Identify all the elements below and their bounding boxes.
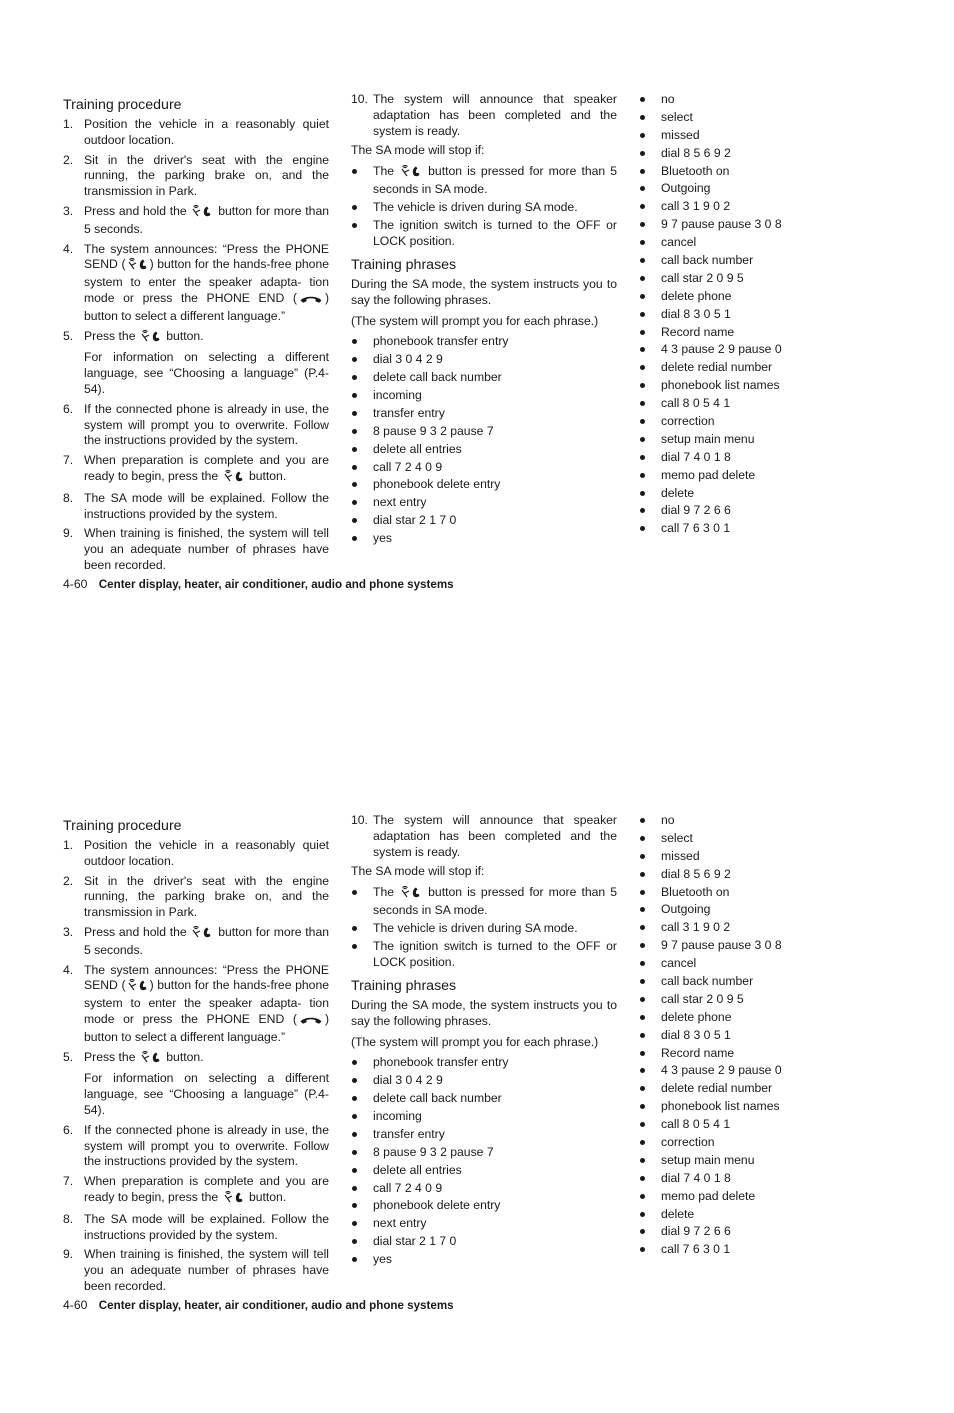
phrase-item: dial 7 4 0 1 8 [639, 1171, 809, 1187]
bullet-icon [640, 1015, 645, 1020]
bullet-icon [640, 97, 645, 102]
bullet-icon [640, 854, 645, 859]
phrase-item: delete [639, 486, 809, 502]
phrase-item: phonebook delete entry [351, 477, 617, 493]
bullet-icon [640, 133, 645, 138]
bullet-icon [640, 419, 645, 424]
bullet-icon [352, 375, 357, 380]
bullet-icon [352, 393, 357, 398]
phrase-item: delete redial number [639, 360, 809, 376]
phrase-item: dial 9 7 2 6 6 [639, 1224, 809, 1240]
bullet-icon [640, 473, 645, 478]
step: 10. The system will announce that speaker adaptation has been completed and the system is ready. [351, 813, 617, 859]
sa-stop-list [351, 164, 617, 250]
step: 5. Press the button. For information on selecting a different language, see “Choosing a language” (P.4- 54). [63, 1049, 329, 1117]
list-item: The button is pressed for more than 5 seconds in SA mode. [351, 885, 617, 919]
bullet-icon [352, 926, 357, 931]
phone-end-icon [299, 293, 323, 309]
phrase-list-b [639, 813, 809, 1258]
manual-page-top [0, 92, 954, 692]
bullet-icon [352, 890, 357, 895]
bullet-icon [352, 1132, 357, 1137]
phrase-item: dial 3 0 4 2 9 [351, 352, 617, 368]
phone-send-icon [192, 926, 212, 943]
sa-stop-list [351, 885, 617, 971]
bullet-icon [640, 1176, 645, 1181]
phrase-item: missed [639, 849, 809, 865]
phone-send-icon [224, 1191, 244, 1208]
phrase-list-a [351, 1055, 617, 1268]
phrase-item: call 7 2 4 0 9 [351, 460, 617, 476]
bullet-icon [640, 907, 645, 912]
step: 1. Position the vehicle in a reasonably quiet outdoor location. [63, 117, 329, 147]
phrase-item: no [639, 92, 809, 108]
bullet-icon [640, 330, 645, 335]
bullet-icon [352, 1114, 357, 1119]
phrase-item: call 7 6 3 0 1 [639, 521, 809, 537]
bullet-icon [640, 890, 645, 895]
bullet-icon [640, 186, 645, 191]
phrase-item: Record name [639, 1046, 809, 1062]
step: 3. Press and hold the button for more than 5 seconds. [63, 924, 329, 957]
phrase-item: dial star 2 1 7 0 [351, 1234, 617, 1250]
bullet-icon [640, 1122, 645, 1127]
bullet-icon [640, 437, 645, 442]
procedure-steps [63, 117, 329, 574]
phrase-item: cancel [639, 235, 809, 251]
phrase-item: call 3 1 9 0 2 [639, 199, 809, 215]
bullet-icon [352, 1186, 357, 1191]
phrase-item: next entry [351, 495, 617, 511]
bullet-icon [352, 500, 357, 505]
phone-send-icon [224, 470, 244, 487]
bullet-icon [640, 383, 645, 388]
bullet-icon [640, 276, 645, 281]
bullet-icon [352, 169, 357, 174]
phrase-item: missed [639, 128, 809, 144]
phrase-item: select [639, 831, 809, 847]
phrase-item: call 8 0 5 4 1 [639, 1117, 809, 1133]
bullet-icon [640, 1140, 645, 1145]
bullet-icon [640, 151, 645, 156]
step: 9. When training is finished, the system will tell you an adequate number of phrases have been recorded. [63, 1247, 329, 1293]
bullet-icon [352, 1257, 357, 1262]
training-phrases-intro: During the SA mode, the system instructs you to say the following phrases. [351, 997, 617, 1028]
bullet-icon [352, 223, 357, 228]
phrase-item: incoming [351, 388, 617, 404]
bullet-icon [640, 222, 645, 227]
phrase-item: delete call back number [351, 370, 617, 386]
bullet-icon [352, 429, 357, 434]
bullet-icon [352, 518, 357, 523]
bullet-icon [352, 1096, 357, 1101]
column-left [63, 813, 329, 1299]
sa-stop-intro: The SA mode will stop if: [351, 864, 485, 879]
bullet-icon [640, 1086, 645, 1091]
phrase-item: correction [639, 1135, 809, 1151]
phrase-item: phonebook list names [639, 378, 809, 394]
phrase-item: 4 3 pause 2 9 pause 0 [639, 342, 809, 358]
bullet-icon [352, 1150, 357, 1155]
step: 3. Press and hold the button for more than 5 seconds. [63, 203, 329, 236]
phrase-item: delete call back number [351, 1091, 617, 1107]
phrase-item: phonebook list names [639, 1099, 809, 1115]
bullet-icon [352, 205, 357, 210]
phrase-item: delete all entries [351, 442, 617, 458]
phrase-item: memo pad delete [639, 1189, 809, 1205]
phrase-item: 8 pause 9 3 2 pause 7 [351, 1145, 617, 1161]
bullet-icon [352, 1221, 357, 1226]
phrase-item: dial 7 4 0 1 8 [639, 450, 809, 466]
phrase-item: setup main menu [639, 1153, 809, 1169]
bullet-icon [640, 943, 645, 948]
phrase-item: incoming [351, 1109, 617, 1125]
bullet-icon [640, 836, 645, 841]
phone-send-icon [141, 1051, 161, 1068]
phrase-item: call back number [639, 974, 809, 990]
phrase-item: correction [639, 414, 809, 430]
phrase-item: Outgoing [639, 902, 809, 918]
sa-stop-intro: The SA mode will stop if: [351, 143, 485, 158]
phrase-item: 4 3 pause 2 9 pause 0 [639, 1063, 809, 1079]
bullet-icon [352, 1078, 357, 1083]
procedure-steps-continued [351, 92, 617, 139]
phone-end-icon [299, 1014, 323, 1030]
phrase-item: call 7 6 3 0 1 [639, 1242, 809, 1258]
bullet-icon [640, 1104, 645, 1109]
bullet-icon [640, 312, 645, 317]
phrase-item: Outgoing [639, 181, 809, 197]
bullet-icon [640, 365, 645, 370]
page-footer [63, 1298, 454, 1312]
bullet-icon [352, 536, 357, 541]
bullet-icon [640, 169, 645, 174]
page-footer [63, 577, 454, 591]
step: 2. Sit in the driver's seat with the engine running, the parking brake on, and the transmission in Park. [63, 873, 329, 920]
bullet-icon [352, 1203, 357, 1208]
phrase-item: 9 7 pause pause 3 0 8 [639, 938, 809, 954]
phrase-item: yes [351, 1252, 617, 1268]
bullet-icon [640, 115, 645, 120]
step: 7. When preparation is complete and you are ready to begin, press the button. [63, 453, 329, 487]
phrase-item: call star 2 0 9 5 [639, 271, 809, 287]
bullet-icon [640, 401, 645, 406]
step: 8. The SA mode will be explained. Follow the instructions provided by the system. [63, 490, 329, 521]
training-phrases-heading: Training phrases [351, 256, 457, 273]
bullet-icon [640, 1194, 645, 1199]
bullet-icon [640, 997, 645, 1002]
training-procedure-heading: Training procedure [63, 818, 182, 834]
phrase-item: phonebook delete entry [351, 1198, 617, 1214]
bullet-icon [352, 1168, 357, 1173]
phone-send-icon [141, 330, 161, 347]
bullet-icon [640, 1033, 645, 1038]
page-number: 4-60 [63, 1298, 88, 1312]
phrase-item: dial star 2 1 7 0 [351, 513, 617, 529]
step: 4. The system announces: “Press the PHONE SEND ( ) button for the hands-free phone system to enter the speaker adapta- tion mode or press the PHONE END ( ) button to select a different language.” [63, 241, 329, 323]
page-number: 4-60 [63, 577, 88, 591]
phrase-item: transfer entry [351, 406, 617, 422]
training-phrases-intro: During the SA mode, the system instructs you to say the following phrases. [351, 276, 617, 307]
phrase-item: 9 7 pause pause 3 0 8 [639, 217, 809, 233]
phrase-item: call 8 0 5 4 1 [639, 396, 809, 412]
bullet-icon [640, 1247, 645, 1252]
phrase-item: call 7 2 4 0 9 [351, 1181, 617, 1197]
phone-send-icon [192, 205, 212, 222]
bullet-icon [640, 491, 645, 496]
bullet-icon [640, 240, 645, 245]
training-phrases-heading: Training phrases [351, 977, 457, 994]
phrase-item: dial 8 5 6 9 2 [639, 867, 809, 883]
bullet-icon [352, 465, 357, 470]
column-left [63, 92, 329, 578]
bullet-icon [640, 1051, 645, 1056]
phrase-item: call back number [639, 253, 809, 269]
bullet-icon [640, 204, 645, 209]
step: 5. Press the button. For information on selecting a different language, see “Choosing a language” (P.4- 54). [63, 328, 329, 396]
bullet-icon [640, 979, 645, 984]
bullet-icon [640, 1229, 645, 1234]
phrase-item: next entry [351, 1216, 617, 1232]
bullet-icon [352, 447, 357, 452]
phrase-item: select [639, 110, 809, 126]
manual-page-bottom [0, 813, 954, 1413]
bullet-icon [640, 455, 645, 460]
phrase-list-a [351, 334, 617, 547]
phrase-item: yes [351, 531, 617, 547]
training-procedure-heading: Training procedure [63, 97, 182, 113]
bullet-icon [352, 944, 357, 949]
bullet-icon [352, 1239, 357, 1244]
phrase-list-b [639, 92, 809, 537]
phrase-item: Record name [639, 325, 809, 341]
phone-send-icon [401, 165, 421, 182]
phrase-item: delete all entries [351, 1163, 617, 1179]
phrase-item: no [639, 813, 809, 829]
bullet-icon [640, 925, 645, 930]
phrase-item: dial 8 5 6 9 2 [639, 146, 809, 162]
phrase-item: memo pad delete [639, 468, 809, 484]
phrase-item: phonebook transfer entry [351, 1055, 617, 1071]
step: 1. Position the vehicle in a reasonably quiet outdoor location. [63, 838, 329, 868]
column-middle [351, 813, 617, 1270]
phrase-item: dial 3 0 4 2 9 [351, 1073, 617, 1089]
bullet-icon [352, 339, 357, 344]
bullet-icon [352, 1060, 357, 1065]
step: 6. If the connected phone is already in use, the system will prompt you to overwrite. Follow the instructions provided by the system. [63, 1122, 329, 1169]
bullet-icon [640, 294, 645, 299]
bullet-icon [352, 357, 357, 362]
column-right [639, 813, 809, 1260]
bullet-icon [640, 818, 645, 823]
step: 9. When training is finished, the system will tell you an adequate number of phrases have been recorded. [63, 526, 329, 572]
phone-send-icon [128, 979, 148, 996]
section-title: Center display, heater, air conditioner, audio and phone systems [98, 1299, 454, 1312]
step: 10. The system will announce that speaker adaptation has been completed and the system is ready. [351, 92, 617, 138]
column-right [639, 92, 809, 539]
step: 2. Sit in the driver's seat with the engine running, the parking brake on, and the transmission in Park. [63, 152, 329, 199]
phrase-item: setup main menu [639, 432, 809, 448]
phrase-item: cancel [639, 956, 809, 972]
phrase-item: delete [639, 1207, 809, 1223]
bullet-icon [640, 961, 645, 966]
bullet-icon [352, 411, 357, 416]
phone-send-icon [128, 258, 148, 275]
phrase-item: 8 pause 9 3 2 pause 7 [351, 424, 617, 440]
phrase-item: call star 2 0 9 5 [639, 992, 809, 1008]
bullet-icon [640, 872, 645, 877]
phrase-item: Bluetooth on [639, 885, 809, 901]
bullet-icon [640, 1212, 645, 1217]
phrase-item: delete phone [639, 1010, 809, 1026]
phone-send-icon [401, 886, 421, 903]
phrase-item: dial 8 3 0 5 1 [639, 1028, 809, 1044]
bullet-icon [640, 508, 645, 513]
procedure-steps-continued [351, 813, 617, 860]
step: 6. If the connected phone is already in use, the system will prompt you to overwrite. Follow the instructions provided by the system. [63, 401, 329, 448]
phrase-item: dial 8 3 0 5 1 [639, 307, 809, 323]
column-middle [351, 92, 617, 549]
list-item: The ignition switch is turned to the OFF or LOCK position. [351, 218, 617, 250]
list-item: The ignition switch is turned to the OFF or LOCK position. [351, 939, 617, 971]
phrase-item: transfer entry [351, 1127, 617, 1143]
phrase-item: delete redial number [639, 1081, 809, 1097]
bullet-icon [640, 526, 645, 531]
phrase-item: dial 9 7 2 6 6 [639, 503, 809, 519]
phrase-item: phonebook transfer entry [351, 334, 617, 350]
bullet-icon [640, 1068, 645, 1073]
section-title: Center display, heater, air conditioner, audio and phone systems [98, 578, 454, 591]
step: 8. The SA mode will be explained. Follow the instructions provided by the system. [63, 1211, 329, 1242]
list-item: The vehicle is driven during SA mode. [351, 921, 617, 937]
bullet-icon [352, 482, 357, 487]
list-item: The button is pressed for more than 5 seconds in SA mode. [351, 164, 617, 198]
bullet-icon [640, 1158, 645, 1163]
bullet-icon [640, 347, 645, 352]
procedure-steps [63, 838, 329, 1295]
training-phrases-note: (The system will prompt you for each phrase.) [351, 1034, 599, 1049]
step: 7. When preparation is complete and you are ready to begin, press the button. [63, 1174, 329, 1208]
bullet-icon [640, 258, 645, 263]
phrase-item: Bluetooth on [639, 164, 809, 180]
training-phrases-note: (The system will prompt you for each phrase.) [351, 313, 599, 328]
phrase-item: call 3 1 9 0 2 [639, 920, 809, 936]
phrase-item: delete phone [639, 289, 809, 305]
list-item: The vehicle is driven during SA mode. [351, 200, 617, 216]
step: 4. The system announces: “Press the PHONE SEND ( ) button for the hands-free phone system to enter the speaker adapta- tion mode or press the PHONE END ( ) button to select a different language.” [63, 962, 329, 1044]
